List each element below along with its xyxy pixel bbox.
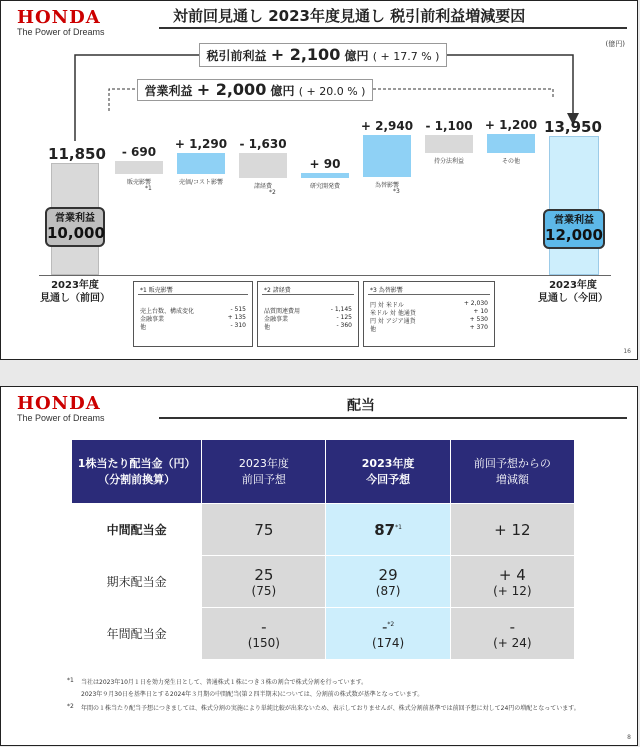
end-op-value: 12,000: [545, 226, 603, 244]
step-value: - 690: [121, 145, 157, 159]
detail-row: [370, 316, 488, 324]
slide-dividend: [0, 386, 638, 746]
footnote-mark: *1: [395, 523, 402, 531]
header-line2: （分割前換算）: [98, 472, 176, 486]
cell-diff: [450, 556, 574, 608]
op-unit: 億円: [270, 84, 295, 98]
detail-row: [264, 322, 352, 330]
footnote-text: 年間の１株当たり配当予想につきましては、株式分割の実施により単純比較が出来ないため、表示しておりませんが、株式分割前基準では前回予想に対して24円の増配となっています。: [81, 705, 580, 712]
baseline: [39, 275, 611, 276]
sub-value: (75): [251, 583, 277, 598]
step-note: *1: [145, 185, 152, 192]
detail-title: *2 諸経費: [264, 287, 291, 294]
detail-row: [140, 314, 246, 322]
sub-value: (150): [247, 635, 280, 650]
detail-row-value: + 10: [473, 308, 488, 315]
detail-row: [370, 324, 488, 332]
start-value: 11,850: [48, 145, 106, 163]
cell-prev: [202, 556, 326, 608]
start-op-label: 営業利益: [55, 213, 95, 224]
op-change-pill: [137, 79, 373, 101]
dividend-table: [71, 439, 575, 660]
step-value: + 2,940: [360, 119, 414, 133]
cell-diff: [450, 504, 574, 556]
header-line2: 増減額: [495, 472, 529, 486]
step-value: + 90: [309, 157, 341, 171]
step-bar: [177, 153, 225, 174]
start-label-line2: 見通し（前回）: [40, 293, 110, 304]
header-line1: 1株当たり配当金（円）: [77, 456, 196, 470]
pretax-right-connector: [447, 55, 573, 119]
detail-row-value: + 370: [469, 324, 488, 331]
step-bar: [425, 135, 473, 153]
start-label-line1: 2023年度: [51, 280, 99, 291]
table-row: [72, 608, 575, 660]
start-op-value: 10,000: [47, 224, 105, 242]
header-cell: [72, 440, 202, 504]
detail-row-value: - 515: [230, 306, 246, 313]
sub-value: (+ 12): [493, 583, 532, 598]
value: 29: [378, 565, 398, 584]
value: 25: [254, 565, 274, 584]
step-label: 為替影響: [374, 182, 399, 189]
value: 75: [254, 520, 274, 539]
detail-row-label: 金融事業: [140, 316, 165, 323]
detail-row: [264, 306, 352, 314]
sub-value: (174): [371, 635, 405, 650]
value: -: [509, 617, 516, 636]
end-value: 13,950: [544, 118, 602, 136]
detail-box-sales: [133, 281, 253, 347]
detail-box-expenses: [257, 281, 359, 347]
detail-title: *3 為替影響: [370, 287, 403, 294]
header-line2: 前回予想: [241, 472, 286, 486]
step-bar: [115, 161, 163, 174]
cell-prev: [202, 608, 326, 660]
step-note: *2: [269, 189, 276, 196]
detail-divider: [262, 294, 354, 295]
detail-row: [140, 306, 246, 314]
start-label: [39, 279, 111, 305]
detail-row-label: 円 対 米ドル: [370, 302, 404, 309]
slide-pretax-profit: [0, 0, 638, 360]
table-row: [72, 556, 575, 608]
end-label-line1: 2023年度: [549, 280, 597, 291]
cell-current: [326, 504, 450, 556]
title-underline: [159, 417, 627, 419]
detail-row-value: - 1,145: [330, 306, 352, 313]
detail-row-value: + 135: [227, 314, 246, 321]
table-row: [72, 504, 575, 556]
end-label-line2: 見通し（今回）: [538, 293, 608, 304]
step-label: その他: [501, 158, 520, 165]
step-note: *3: [393, 188, 400, 195]
pretax-pct: ( + 17.7 % ): [372, 50, 440, 63]
detail-row-value: + 2,030: [463, 300, 488, 307]
page-title: 対前回見通し 2023年度見通し 税引前利益増減要因: [173, 7, 526, 25]
footnote-text: 当社は2023年10月１日を効力発生日として、普通株式１株につき３株の割合で株式分割を行っています。: [81, 679, 368, 686]
footnote-mark: *2: [387, 620, 395, 628]
value: -: [261, 617, 267, 636]
header-cell: [326, 440, 450, 504]
page-number: 8: [627, 734, 631, 741]
detail-row-label: 他: [370, 326, 377, 333]
detail-row-label: 売上台数、構成変化: [140, 308, 195, 315]
op-right-connector: [373, 89, 553, 97]
step-label: 研究開発費: [309, 183, 340, 190]
row-label: 年間配当金: [72, 608, 202, 660]
header-line1: 前回予想からの: [473, 456, 551, 470]
op-label: 営業利益: [144, 84, 193, 98]
step-value: + 1,290: [174, 137, 228, 151]
cell-current: [326, 556, 450, 608]
detail-row: [264, 314, 352, 322]
header-line1: 2023年度: [361, 456, 415, 470]
detail-row: [370, 308, 488, 316]
pretax-change-pill: [199, 43, 447, 67]
value: + 4: [498, 565, 526, 584]
sub-value: (87): [375, 583, 401, 598]
op-left-connector: [109, 89, 137, 111]
op-pct: ( + 20.0 % ): [298, 85, 366, 98]
logo-wordmark: HONDA: [17, 7, 101, 28]
value: 87: [374, 520, 396, 539]
cell-current: [326, 608, 450, 660]
step-value: + 1,200: [484, 118, 538, 132]
pretax-label: 税引前利益: [206, 49, 267, 63]
detail-row: [370, 300, 488, 308]
step-label: 販売影響: [126, 179, 151, 186]
pretax-value: + 2,100: [270, 45, 341, 64]
detail-title: *1 販売影響: [140, 287, 173, 294]
detail-box-forex: [363, 281, 495, 347]
value: + 12: [494, 520, 531, 539]
step-value: - 1,630: [239, 137, 287, 151]
detail-divider: [368, 294, 490, 295]
step-bar: [487, 134, 535, 153]
detail-divider: [138, 294, 248, 295]
page-number: 16: [623, 348, 631, 355]
logo-tagline: The Power of Dreams: [17, 413, 105, 423]
cell-diff: [450, 608, 574, 660]
header-line2: 今回予想: [366, 472, 411, 486]
detail-row-label: 他: [140, 324, 147, 331]
footnote-mark: *2: [67, 703, 74, 710]
row-label: 期末配当金: [72, 556, 202, 608]
step-bar: [301, 173, 349, 178]
step-label: 持分法利益: [433, 158, 464, 165]
logo-tagline: The Power of Dreams: [17, 27, 105, 37]
logo-wordmark: HONDA: [17, 393, 101, 414]
end-label: [535, 279, 611, 305]
start-op-box: [45, 207, 105, 247]
step-bar: [239, 153, 287, 178]
footnote-text: 2023年９月30日を基準日とする2024年３月期の中間配当(第２四半期末)については、分割前の株式数が基準となっています。: [81, 691, 424, 698]
header-cell: [202, 440, 326, 504]
detail-row-value: + 530: [469, 316, 488, 323]
end-op-box: [543, 209, 605, 249]
detail-row-value: - 360: [336, 322, 352, 329]
table-header-row: [72, 440, 575, 504]
sub-value: (+ 24): [493, 635, 532, 650]
detail-row-label: 品質関連費用: [264, 308, 301, 315]
header-cell: [450, 440, 574, 504]
end-op-label: 営業利益: [554, 215, 594, 226]
detail-row: [140, 322, 246, 330]
value: -: [381, 617, 388, 636]
detail-row-value: - 125: [336, 314, 352, 321]
cell-prev: [202, 504, 326, 556]
detail-row-value: - 310: [230, 322, 246, 329]
pretax-unit: 億円: [344, 49, 369, 63]
page-title: 配当: [347, 398, 375, 414]
detail-row-label: 円 対 アジア通貨: [370, 318, 416, 325]
unit-label: (億円): [605, 40, 625, 48]
detail-row-label: 金融事業: [264, 316, 289, 323]
op-value: + 2,000: [196, 80, 267, 99]
row-label: 中間配当金: [72, 504, 202, 556]
header-line1: 2023年度: [238, 456, 289, 470]
detail-row-label: 他: [264, 324, 271, 331]
step-label: 売価/コスト影響: [178, 179, 224, 186]
end-bar: [549, 136, 599, 275]
honda-logo: [17, 395, 127, 424]
step-label: 諸経費: [253, 183, 272, 190]
footnote-mark: *1: [67, 677, 74, 684]
detail-row-label: 米ドル 対 他通貨: [370, 310, 416, 317]
step-value: - 1,100: [425, 119, 473, 133]
step-bar: [363, 135, 411, 177]
